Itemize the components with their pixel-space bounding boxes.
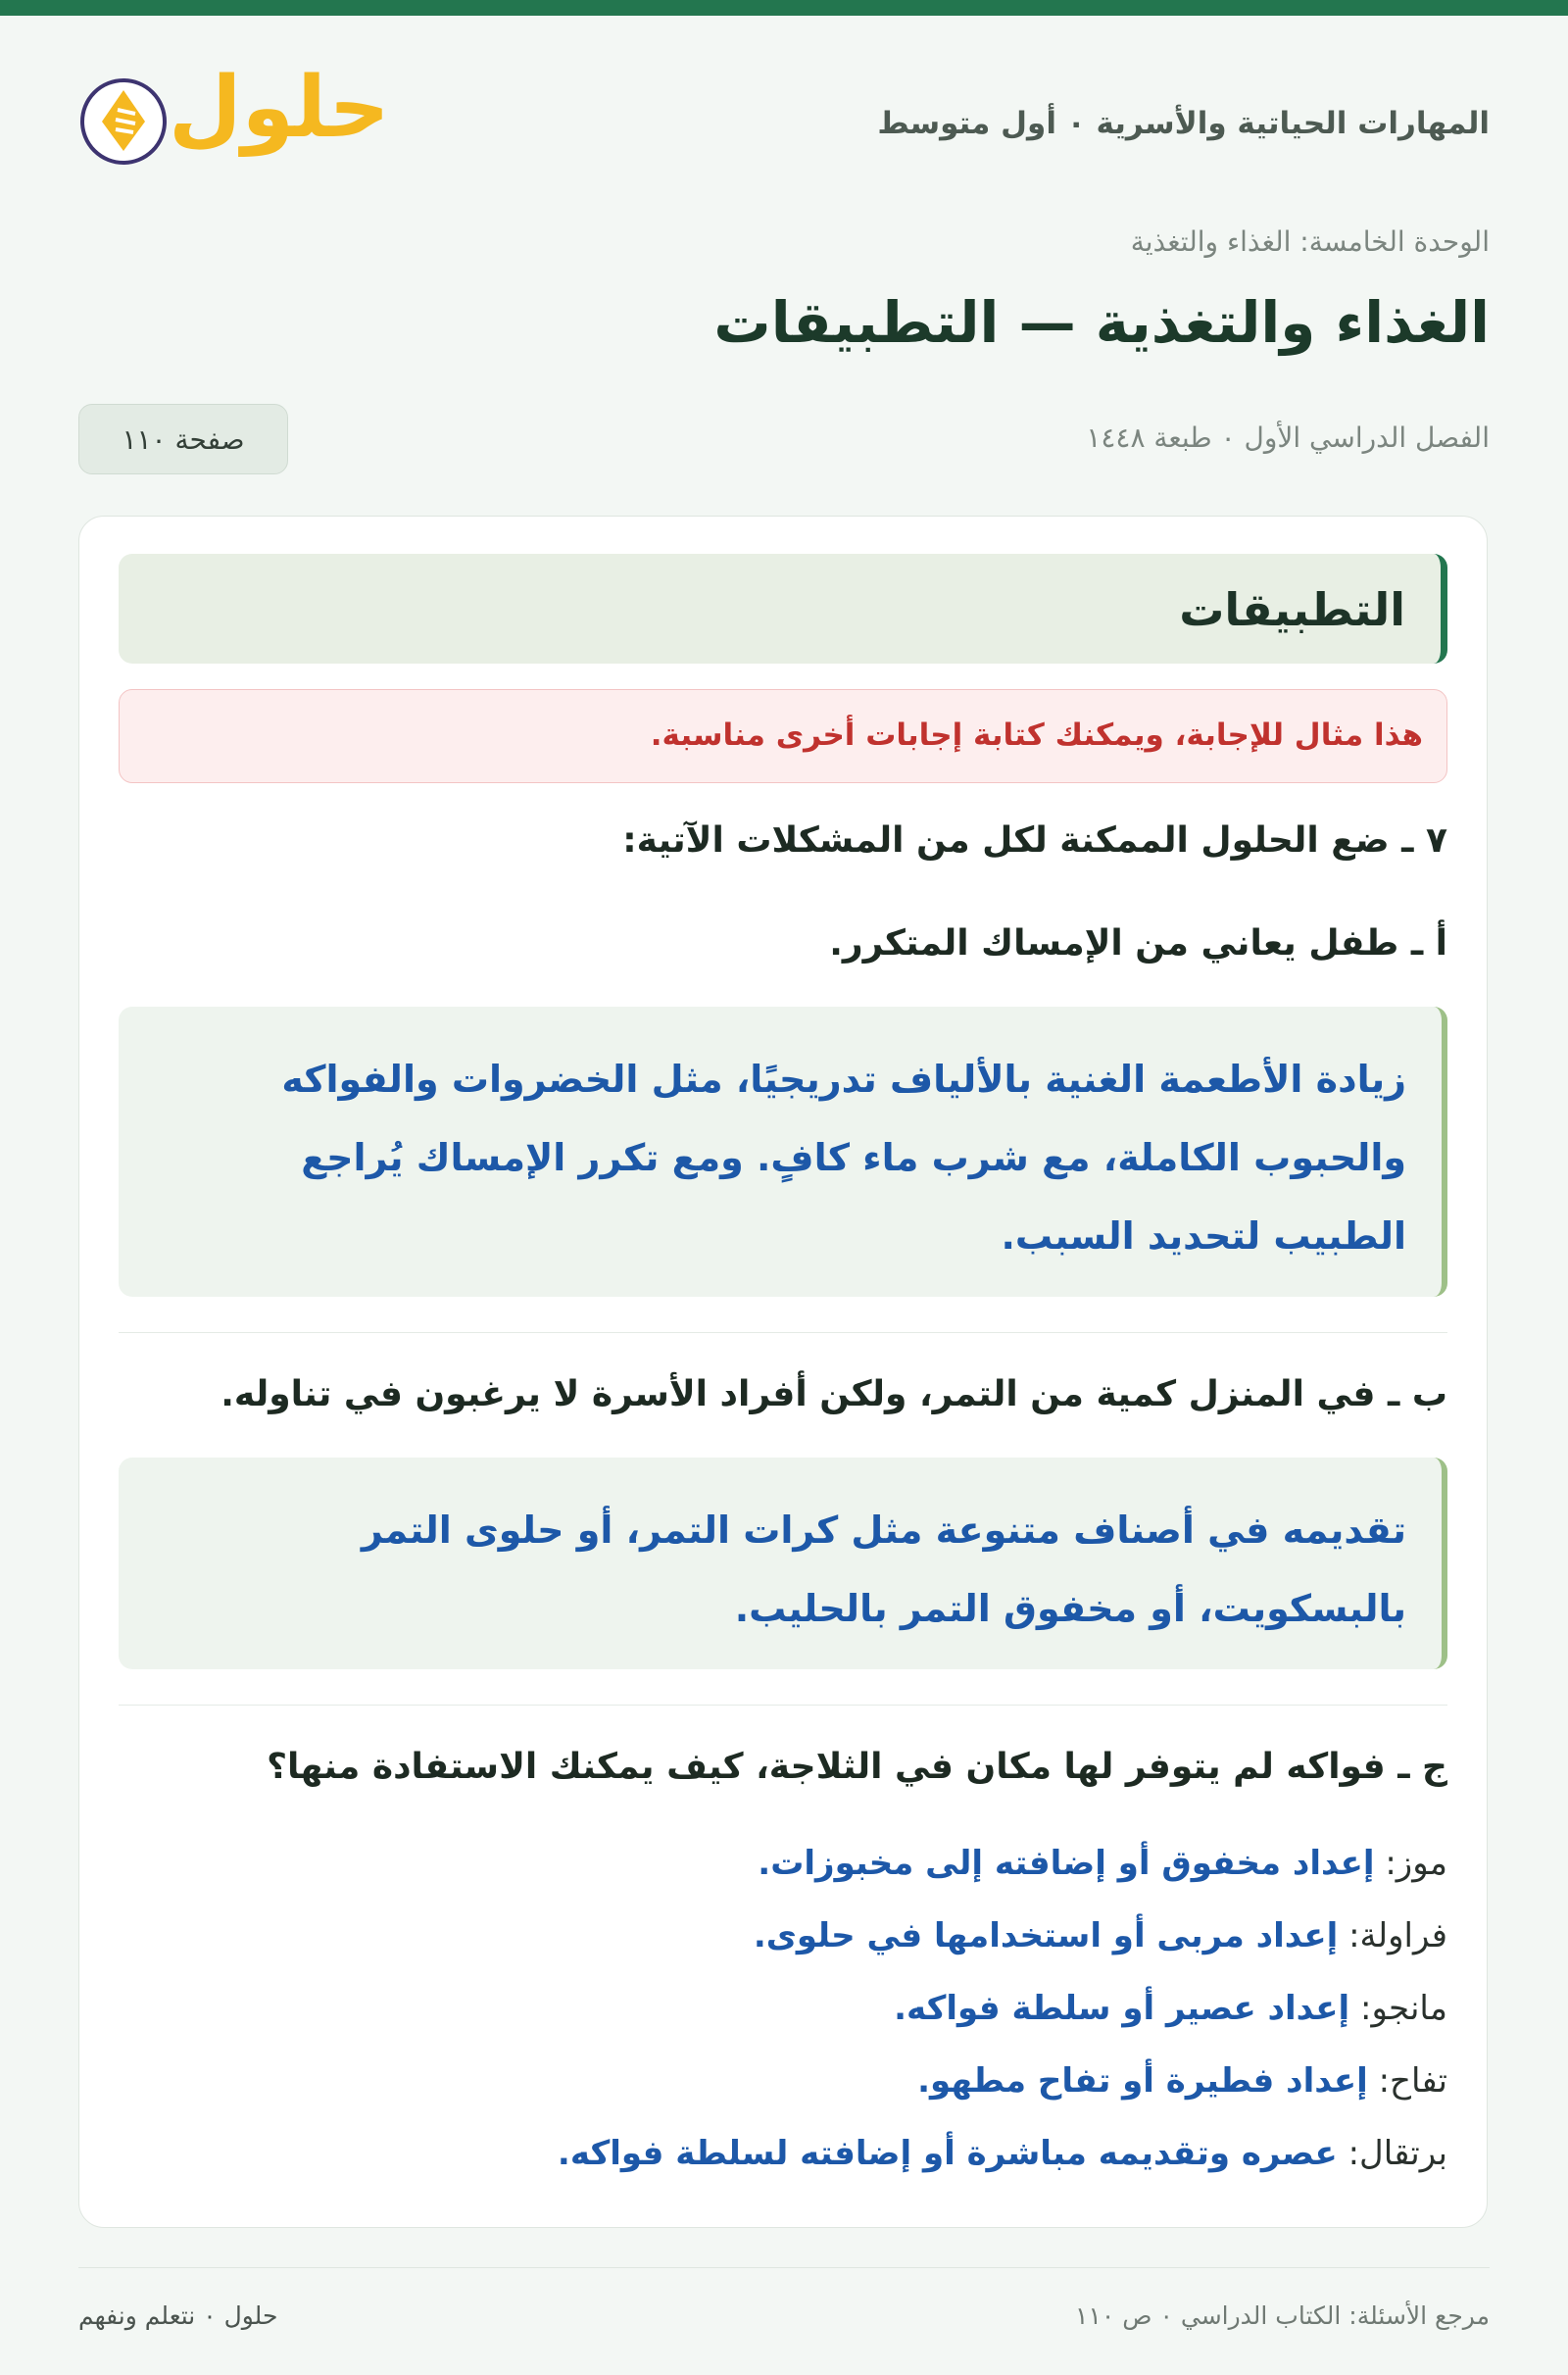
unit-label: الوحدة الخامسة: الغذاء والتغذية [1130, 225, 1490, 258]
fruit-name: برتقال: [1348, 2134, 1447, 2173]
list-item [917, 2057, 1447, 2104]
page-number-badge: صفحة ١١٠ [78, 404, 288, 474]
content-card [78, 516, 1488, 2228]
hulul-logo [78, 59, 390, 174]
fruit-answer: إعداد عصير أو سلطة فواكه. [894, 1989, 1350, 2028]
question-main: ٧ ـ ضع الحلول الممكنة لكل من المشكلات الآتية: [622, 820, 1447, 861]
fruit-name: فراولة: [1348, 1916, 1447, 1955]
fruit-name: تفاح: [1378, 2061, 1447, 2101]
page-header [78, 59, 1490, 174]
question-a: أ ـ طفل يعاني من الإمساك المتكرر. [829, 923, 1447, 964]
logo-wordmark: حلول [169, 59, 390, 157]
term-edition: الفصل الدراسي الأول ٠ طبعة ١٤٤٨ [1086, 421, 1490, 454]
footer-divider [78, 2267, 1490, 2268]
fruit-answer: إعداد مربى أو استخدامها في حلوى. [753, 1916, 1339, 1955]
answer-a-text: زيادة الأطعمة الغنية بالألياف تدريجيًا، مثل الخضروات والفواكه والحبوب الكاملة، مع شرب ماء كافٍ. ومع تكرر الإمساك يُراجع الطبيب لتحديد السبب. [281, 1058, 1406, 1258]
section-title: التطبيقات [1179, 583, 1405, 636]
question-b: ب ـ في المنزل كمية من التمر، ولكن أفراد الأسرة لا يرغبون في تناوله. [220, 1374, 1447, 1414]
fruit-name: مانجو: [1359, 1989, 1447, 2028]
page-title: الغذاء والتغذية — التطبيقات [713, 289, 1490, 356]
divider [119, 1332, 1447, 1333]
answer-note-box [119, 689, 1447, 783]
divider [119, 1705, 1447, 1706]
answer-b-text: تقديمه في أصناف متنوعة مثل كرات التمر، أو حلوى التمر بالبسكويت، أو مخفوق التمر بالحليب. [361, 1509, 1406, 1630]
book-emblem-icon [78, 76, 169, 167]
fruit-answer: إعداد فطيرة أو تفاح مطهو. [917, 2061, 1368, 2101]
answer-a-box [119, 1007, 1447, 1297]
question-c: ج ـ فواكه لم يتوفر لها مكان في الثلاجة، كيف يمكنك الاستفادة منها؟ [267, 1747, 1447, 1787]
subject-title: المهارات الحياتية والأسرية ٠ أول متوسط [877, 106, 1490, 141]
top-accent-strip [0, 0, 1568, 16]
list-item [558, 2130, 1447, 2177]
section-header [119, 554, 1447, 664]
footer-reference: مرجع الأسئلة: الكتاب الدراسي ٠ ص ١١٠ [1075, 2301, 1490, 2330]
list-item [894, 1985, 1447, 2032]
list-item [758, 1840, 1447, 1887]
answer-note-text: هذا مثال للإجابة، ويمكنك كتابة إجابات أخرى مناسبة. [650, 717, 1423, 753]
fruit-answer: عصره وتقديمه مباشرة أو إضافته لسلطة فواكه. [557, 2134, 1338, 2173]
list-item [754, 1912, 1447, 1959]
answer-b-box [119, 1458, 1447, 1669]
fruit-name: موز: [1385, 1844, 1447, 1883]
footer-brand: حلول ٠ نتعلم ونفهم [78, 2301, 278, 2330]
fruit-answer: إعداد مخفوق أو إضافته إلى مخبوزات. [758, 1844, 1375, 1883]
